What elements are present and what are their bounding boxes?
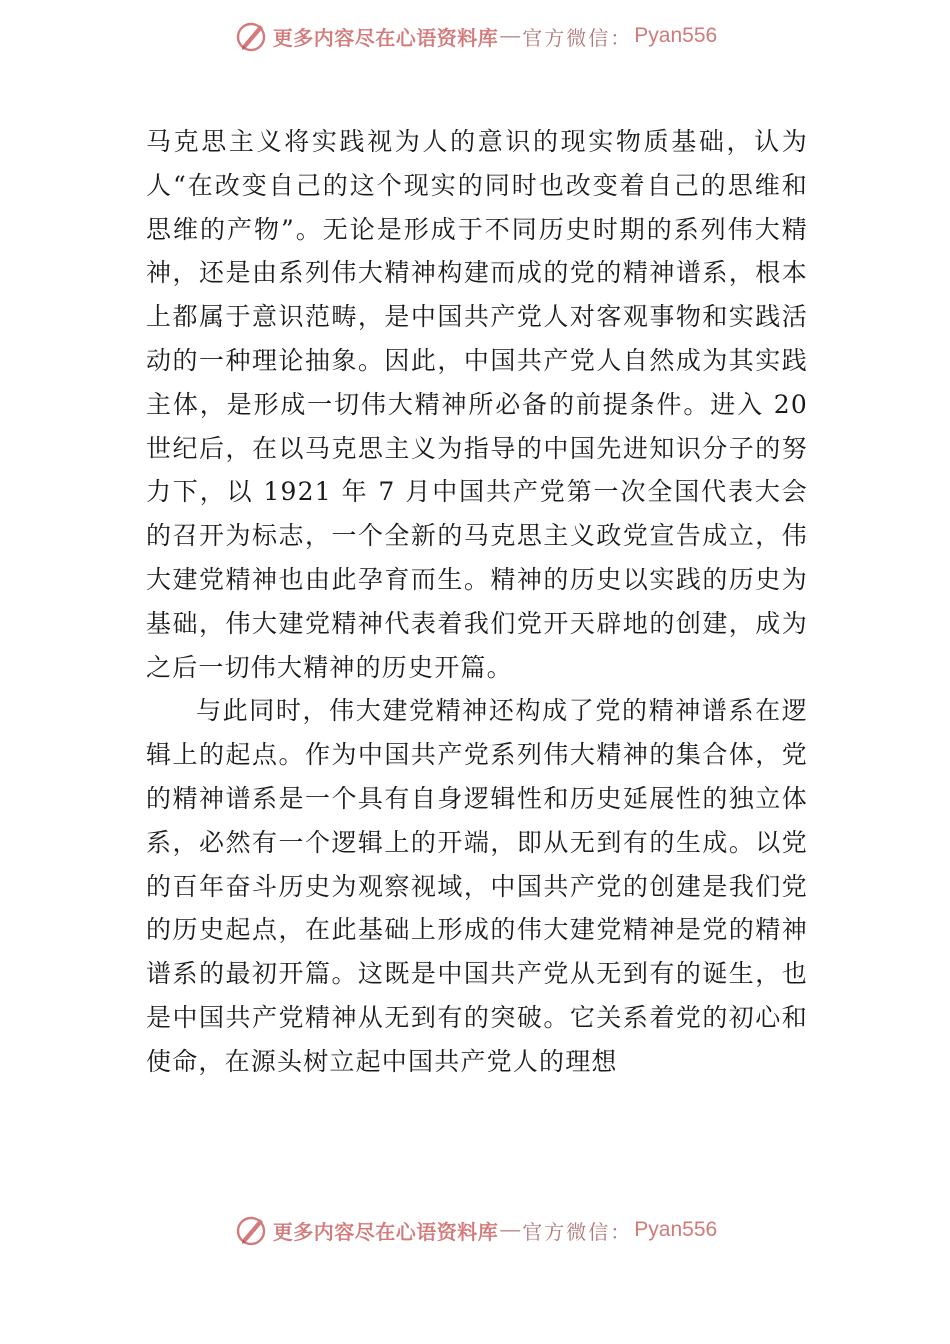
footer-separator: — xyxy=(500,1218,521,1241)
header-separator: — xyxy=(500,24,521,47)
header-wechat-id: Pyan556 xyxy=(634,24,718,47)
footer-brand-text: 更多内容尽在心语资料库 xyxy=(272,1219,499,1244)
footer-wechat-label: 官方微信： xyxy=(522,1219,633,1244)
footer-watermark xyxy=(0,1208,950,1252)
header-wechat-label: 官方微信： xyxy=(522,25,633,50)
document-body xyxy=(146,120,808,1084)
header-watermark xyxy=(0,14,950,58)
paragraph-1: 马克思主义将实践视为人的意识的现实物质基础，认为人“在改变自己的这个现实的同时也改变着自己的思维和思维的产物”。无论是形成于不同历史时期的系列伟大精神，还是由系列伟大精神构建而成的党的精神谱系，根本上都属于意识范畴，是中国共产党人对客观事物和实践活动的一种理论抽象。因此，中国共产党人自然成为其实践主体，是形成一切伟大精神所必备的前提条件。进入 20 世纪后，在以马克思主义为指导的中国先进知识分子的努力下，以 1921 年 7 月中国共产党第一次全国代表大会的召开为标志，一个全新的马克思主义政党宣告成立，伟大建党精神也由此孕育而生。精神的历史以实践的历史为基础，伟大建党精神代表着我们党开天辟地的创建，成为之后一切伟大精神的历史开篇。 xyxy=(146,127,808,682)
paragraph-2: 与此同时，伟大建党精神还构成了党的精神谱系在逻辑上的起点。作为中国共产党系列伟大精神的集合体，党的精神谱系是一个具有自身逻辑性和历史延展性的独立体系，必然有一个逻辑上的开端，即从无到有的生成。以党的百年奋斗历史为观察视域，中国共产党的创建是我们党的历史起点，在此基础上形成的伟大建党精神是党的精神谱系的最初开篇。这既是中国共产党从无到有的诞生，也是中国共产党精神从无到有的突破。它关系着党的初心和使命，在源头树立起中国共产党人的理想 xyxy=(146,696,808,1076)
footer-wechat-id: Pyan556 xyxy=(634,1218,718,1241)
pen-circle-icon xyxy=(233,1212,269,1248)
header-brand-text: 更多内容尽在心语资料库 xyxy=(272,25,499,50)
pen-circle-icon xyxy=(233,18,269,54)
